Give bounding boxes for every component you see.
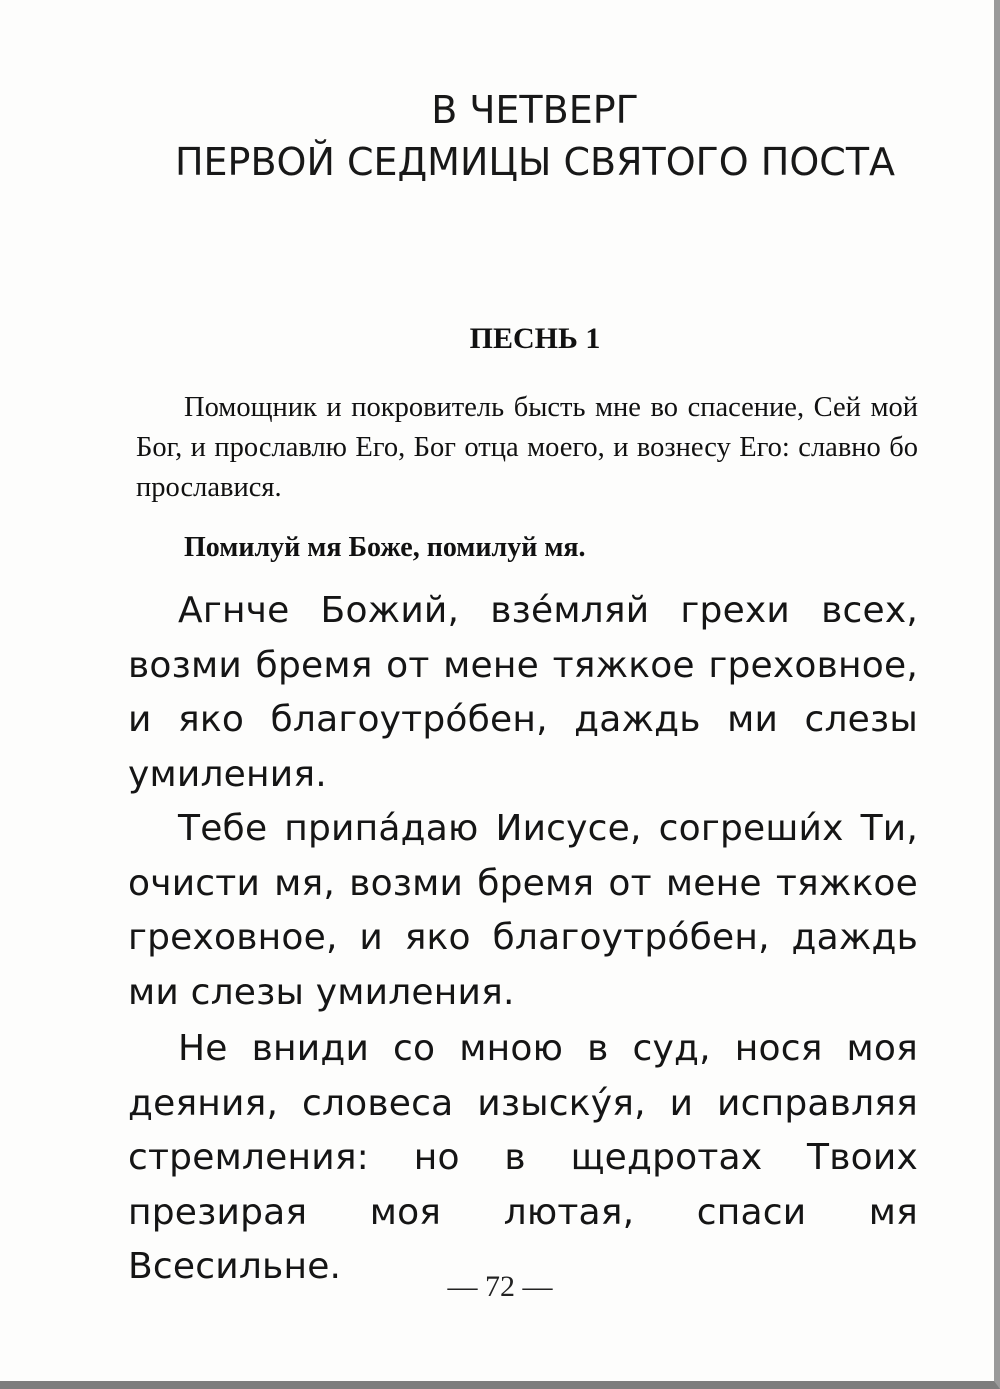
page-title-line-2: ПЕРВОЙ СЕДМИЦЫ СВЯТОГО ПОСТА	[174, 140, 896, 184]
page-title-line-1: В ЧЕТВЕРГ	[431, 88, 639, 132]
song-title: ПЕСНЬ 1	[469, 322, 601, 355]
page-number: — 72 —	[447, 1270, 553, 1303]
troparion-3: Не вниди со мною в суд, нося моя деяния, словеса изыску́я, и исправляя стремления: но в щедротах Твоих презирая моя лютая, спаси мя Всесильне.	[128, 1028, 918, 1287]
troparion-1: Агнче Божий, взе́мляй грехи всех, возми бремя от мене тяжкое греховное, и яко благоутро́бен, даждь ми слезы умиления.	[128, 590, 918, 795]
irmos-text: Помощник и покровитель бысть мне во спасение, Сей мой Бог, и прославлю Его, Бог отца моего, и вознесу Его: славно бо прославися.	[136, 392, 918, 503]
refrain-text: Помилуй мя Боже, помилуй мя.	[184, 532, 586, 563]
troparion-2: Тебе припа́даю Иисусе, согреши́х Ти, очисти мя, возми бремя от мене тяжкое греховное, и яко благоутро́бен, даждь ми слезы умиления.	[128, 808, 918, 1013]
